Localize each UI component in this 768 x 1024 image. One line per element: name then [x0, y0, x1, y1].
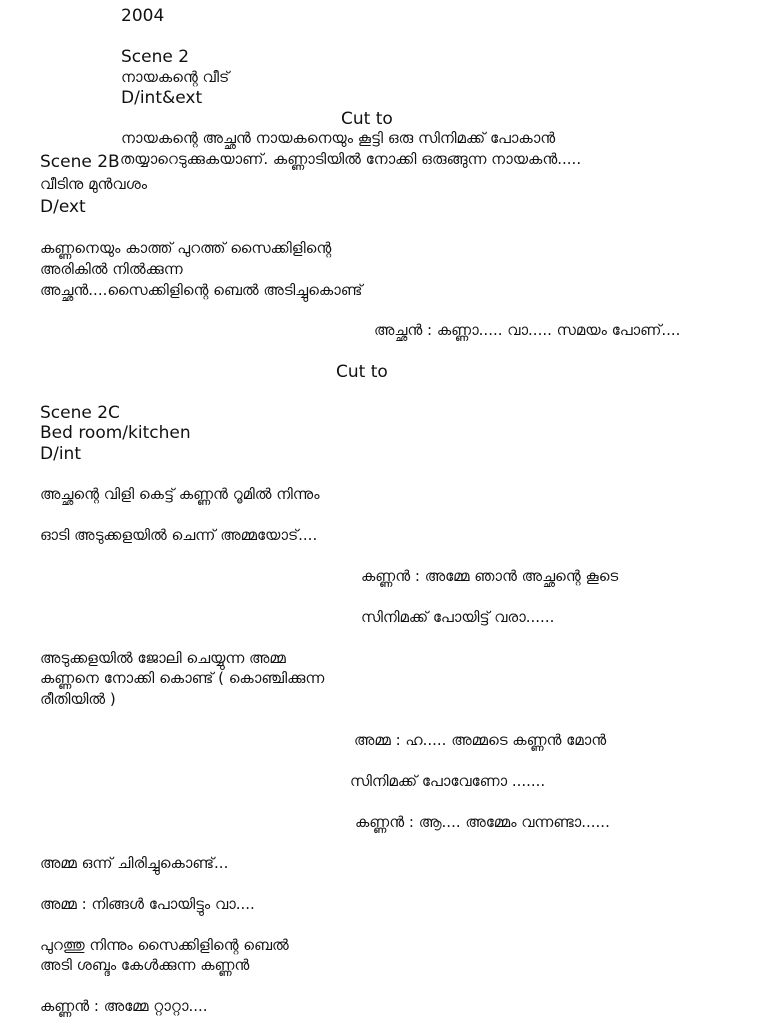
- action-line: ഓടി അടുക്കളയിൽ ചെന്ന് അമ്മയോട്....: [40, 526, 318, 544]
- scene-2b-heading: Scene 2B: [40, 152, 120, 172]
- action-line: അച്ഛന്റെ വിളി കെട്ട് കണ്ണൻ റൂമിൽ നിന്നും: [40, 485, 320, 503]
- action-line: അടുക്കളയിൽ ജോലി ചെയ്യുന്ന അമ്മ: [40, 649, 286, 667]
- action-line: തയ്യാറെടുക്കുകയാണ്. കണ്ണാടിയിൽ നോക്കി ഒരുങ്ങുന്ന നായകൻ.....: [120, 150, 582, 168]
- transition-cut-to: Cut to: [341, 109, 393, 129]
- action-line: അമ്മ ഒന്ന് ചിരിച്ചുകൊണ്ട്...: [40, 854, 229, 872]
- scene-2c-location: Bed room/kitchen: [40, 423, 191, 443]
- scene-2b-time: D/ext: [40, 197, 86, 217]
- year-heading: 2004: [121, 6, 165, 26]
- action-line: അച്ഛൻ....സൈക്കിളിന്റെ ബെൽ അടിച്ചുകൊണ്ട്: [40, 281, 363, 299]
- dialogue-line: കണ്ണൻ : ആ.... അമ്മേം വന്നണ്ടാ......: [355, 813, 610, 831]
- scene-2c-heading: Scene 2C: [40, 403, 120, 423]
- scene-2b-location: വീടിനു മുൻവശം: [40, 175, 148, 193]
- dialogue-line: അമ്മ : നിങ്ങൾ പോയിട്ടും വാ....: [40, 895, 255, 913]
- action-line: രീതിയിൽ ): [40, 690, 116, 708]
- scene-2c-time: D/int: [40, 444, 81, 464]
- dialogue-line: അമ്മ : ഹ..... അമ്മടെ കണ്ണൻ മോൻ: [354, 731, 607, 749]
- scene-2-location: നായകന്റെ വീട്: [121, 68, 230, 86]
- dialogue-line: അച്ഛൻ : കണ്ണാ..... വാ..... സമയം പോണ്....: [374, 321, 681, 339]
- action-line: അടി ശബ്ദം കേൾക്കുന്ന കണ്ണൻ: [40, 956, 250, 974]
- scene-2-heading: Scene 2: [121, 47, 190, 67]
- dialogue-line: കണ്ണൻ : അമ്മേ റ്റാറ്റാ....: [40, 997, 208, 1015]
- dialogue-line: കണ്ണൻ : അമ്മേ ഞാൻ അച്ഛന്റെ കൂടെ: [361, 567, 619, 585]
- dialogue-line: സിനിമക്ക് പോയിട്ട് വരാ......: [361, 608, 555, 626]
- action-line: അരികിൽ നിൽക്കുന്ന: [40, 260, 183, 278]
- action-line: കണ്ണനെ നോക്കി കൊണ്ട് ( കൊഞ്ചിക്കുന്ന: [40, 669, 325, 687]
- action-line: നായകന്റെ അച്ഛൻ നായകനെയും കൂട്ടി ഒരു സിനിമക്ക് പോകാൻ: [121, 129, 556, 147]
- scene-2-time: D/int&ext: [121, 88, 203, 108]
- transition-cut-to: Cut to: [336, 362, 388, 382]
- action-line: കണ്ണനെയും കാത്ത് പുറത്ത് സൈക്കിളിന്റെ: [40, 239, 332, 257]
- action-line: പുറത്തു നിന്നും സൈക്കിളിന്റെ ബെൽ: [40, 936, 289, 954]
- dialogue-line: സിനിമക്ക് പോവേണോ .......: [350, 772, 546, 790]
